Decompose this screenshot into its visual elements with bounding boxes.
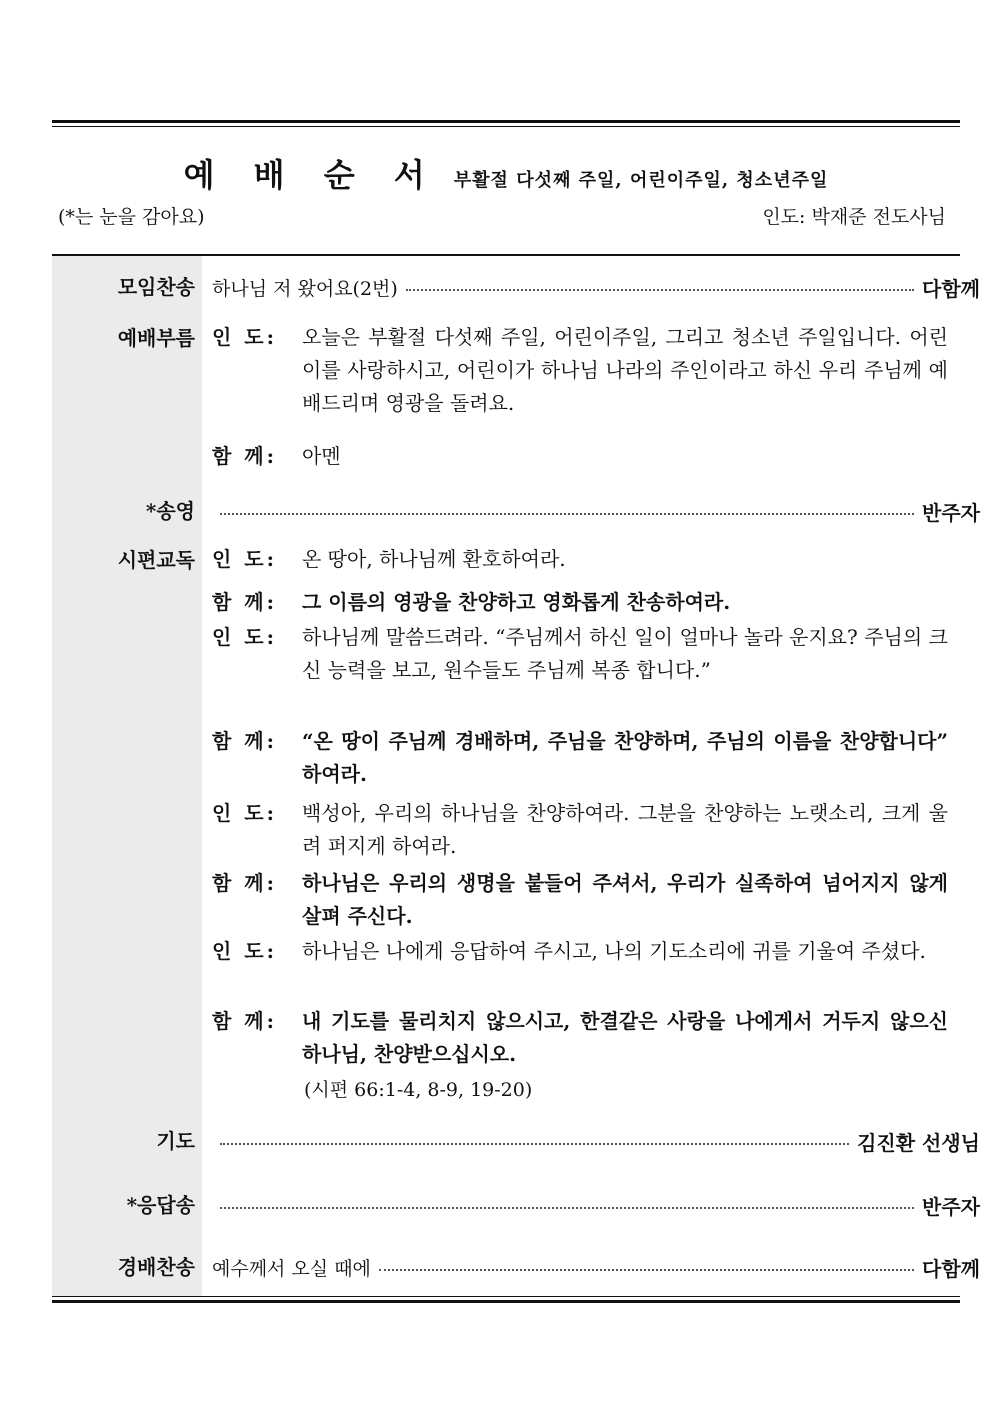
reading-line [212, 797, 948, 863]
reading-text: 온 땅아, 하나님께 환호하여라. [302, 547, 566, 571]
leader-dots [220, 1207, 914, 1209]
bottom-rule-thick [52, 1300, 960, 1303]
leader-dots [379, 1269, 914, 1271]
psalm-citation: (시편 66:1-4, 8-9, 19-20) [304, 1079, 533, 1101]
speaker-label: 함 께: [212, 1009, 277, 1033]
reading-line [212, 867, 948, 933]
call-text: 아멘 [302, 444, 341, 468]
reading-text: 하나님은 나에게 응답하여 주시고, 나의 기도소리에 귀를 기울여 주셨다. [302, 939, 926, 963]
prayer-label: 기도 [156, 1129, 195, 1153]
reading-line [212, 586, 948, 619]
eyes-closed-note: (*는 눈을 감아요) [58, 206, 205, 228]
reading-text: 하나님께 말씀드려라. “주님께서 하신 일이 얼마나 놀라 운지요? 주님의 크신 능력을 보고, 원수들도 주님께 복종 합니다.” [302, 625, 948, 682]
page-title: 예 배 순 서 [183, 156, 439, 194]
speaker-label: 인 도: [212, 325, 277, 349]
reading-text: 내 기도를 물리치지 않으시고, 한결같은 사랑을 나에게서 거두지 않으신 하나님, 찬양받으십시오. [302, 1009, 948, 1066]
prayer-row [212, 1126, 980, 1156]
response-performer: 반주자 [922, 1194, 980, 1219]
reading-text: 하나님은 우리의 생명을 붙들어 주셔서, 우리가 실족하여 넘어지지 않게 살펴 주신다. [302, 871, 948, 928]
leader-dots [406, 289, 914, 291]
top-rule-thick [52, 120, 960, 123]
anthem-label: *송영 [145, 499, 195, 523]
hymn-label: 경배찬송 [117, 1255, 195, 1279]
speaker-label: 함 께: [212, 590, 277, 614]
speaker-label: 함 께: [212, 444, 277, 468]
anthem-row [212, 496, 980, 526]
title-row [52, 150, 960, 194]
reading-line [212, 621, 948, 687]
gathering-song-row [212, 272, 980, 302]
speaker-label: 함 께: [212, 729, 277, 753]
reading-text: “온 땅이 주님께 경배하며, 주님을 찬양하며, 주님의 이름을 찬양합니다” 하여라. [302, 729, 948, 786]
response-row [212, 1190, 980, 1220]
subheader-row [52, 202, 960, 232]
bottom-rule-thin [52, 1296, 960, 1297]
reading-text: 백성아, 우리의 하나님을 찬양하여라. 그분을 찬양하는 노랫소리, 크게 울려 퍼지게 하여라. [302, 801, 948, 858]
speaker-label: 인 도: [212, 801, 277, 825]
reading-line [212, 1005, 948, 1071]
gathering-song-label: 모임찬송 [117, 275, 195, 299]
call-to-worship-label: 예배부름 [117, 326, 195, 350]
hymn-performer: 다함께 [922, 1256, 980, 1281]
speaker-label: 인 도: [212, 625, 277, 649]
reading-line [212, 543, 948, 576]
gathering-song-title: 하나님 저 왔어요(2번) [212, 277, 398, 300]
hymn-row [212, 1252, 980, 1282]
response-label: *응답송 [126, 1193, 195, 1217]
top-rule-thin [52, 126, 960, 127]
anthem-performer: 반주자 [922, 500, 980, 525]
reading-line [212, 935, 948, 968]
call-line [212, 321, 948, 420]
reading-line [212, 725, 948, 791]
speaker-label: 인 도: [212, 939, 277, 963]
leader-credit: 인도: 박재준 전도사님 [762, 206, 946, 228]
speaker-label: 인 도: [212, 547, 277, 571]
responsive-reading-label: 시편교독 [117, 548, 195, 572]
leader-dots [220, 513, 914, 515]
gathering-song-performer: 다함께 [922, 276, 980, 301]
leader-dots [220, 1143, 849, 1145]
prayer-performer: 김진환 선생님 [857, 1130, 980, 1155]
page-subtitle: 부활절 다섯째 주일, 어린이주일, 청소년주일 [453, 170, 829, 191]
hymn-title: 예수께서 오실 때에 [212, 1257, 371, 1280]
reading-text: 그 이름의 영광을 찬양하고 영화롭게 찬송하여라. [302, 590, 731, 614]
call-text: 오늘은 부활절 다섯째 주일, 어린이주일, 그리고 청소년 주일입니다. 어린이를 사랑하시고, 어린이가 하나님 나라의 주인이라고 하신 우리 주님께 예배드리며 영광을 돌려요. [302, 325, 948, 415]
speaker-label: 함 께: [212, 871, 277, 895]
call-line [212, 440, 948, 473]
